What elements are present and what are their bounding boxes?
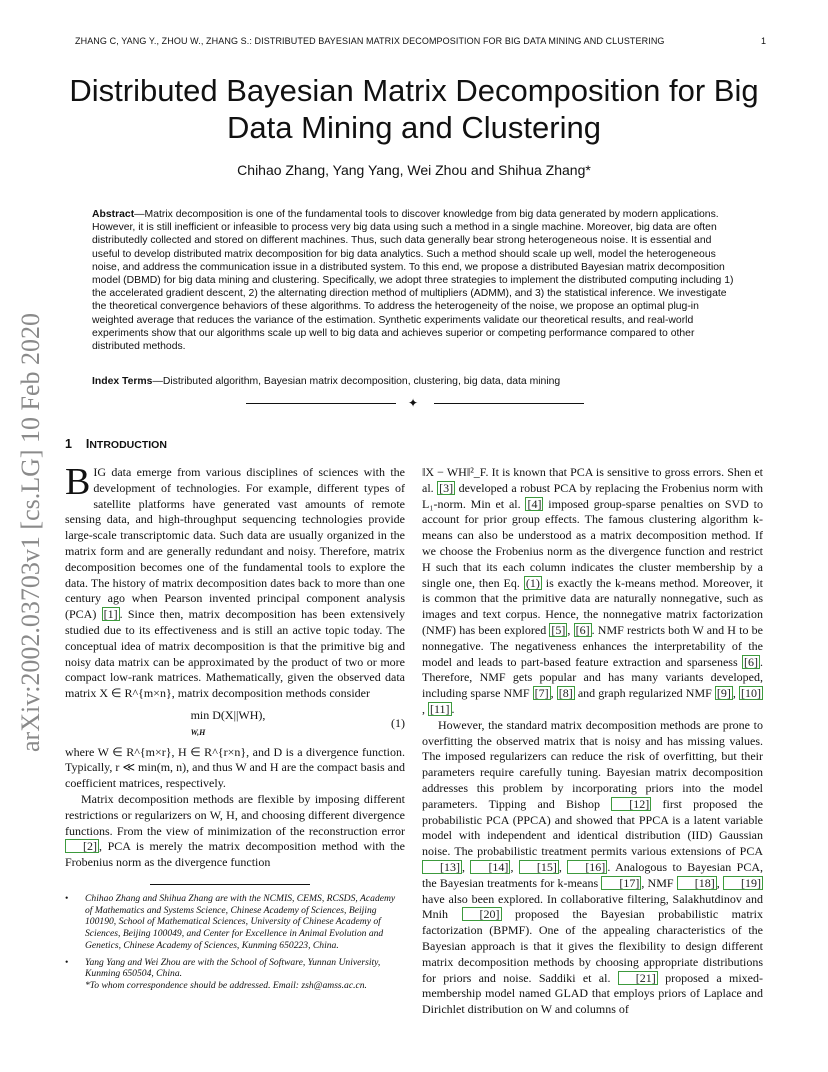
footnotes bbox=[65, 893, 405, 997]
citation-link[interactable]: [7] bbox=[534, 686, 549, 701]
section-heading bbox=[65, 437, 167, 451]
section-title-initial: I bbox=[85, 437, 90, 451]
footnote-rule bbox=[150, 884, 310, 885]
text-run: Matrix decomposition methods are flexible by imposing different restrictions or regularizers on W, H, and choosing different divergence functions. From the view of minimization of the reconstruction error bbox=[65, 791, 405, 838]
footnote-item bbox=[65, 893, 405, 952]
divider-diamond-icon: ✦ bbox=[408, 396, 419, 410]
divider-rule-left bbox=[246, 403, 396, 404]
footnote-text bbox=[85, 957, 405, 992]
paper-title: Distributed Bayesian Matrix Decomposition for Big Data Mining and Clustering bbox=[69, 73, 759, 145]
paragraph-bayesian: However, the standard matrix decomposition methods are prone to overfitting the observed matrix that is noisy and has missing values. The imposed regularizers can reduce the risk of overfitting, but their parameters require carefully tuning. Bayesian matrix decomposition addresses this problem by incorporating priors into the model parameters. Tipping and Bishop [12] first proposed the probabilistic PCA (PPCA) and showed that PPCA is a latent variable model with independent and identical distribution (IID) Gaussian noise. The probabilistic treatment permits various extensions of PCA [13] , [14] , [15] , [16] . Analogous to Bayesian PCA, the Bayesian treatments for k-means [17] , NMF [18] , [19] have also been explored. In collaborative filtering, Salakhutdinov and Mnih [20] proposed the Bayesian probabilistic matrix factorization (BPMF). One of the appealing characteristics of the Bayesian approach is that it gives the flexibility to design different matrix decomposition methods by choosing appropriate distributions for priors and noise. Saddiki et al. [21] proposed a mixed-membership model named GLAD that employs priors of Laplace and Dirichlet distribution on W and columns of bbox=[422, 717, 764, 1017]
citation-link[interactable]: [18] bbox=[677, 876, 717, 890]
text-run: . Analogous to Bayesian PCA, the Bayesian treatments for k-means bbox=[422, 859, 764, 890]
text-run: is exactly the k-means method. Moreover, it is common that the primitive data are naturally nonnegative, such as images and text corpus. Hence, the nonnegative matrix factorization (NMF) has been explored bbox=[422, 575, 763, 637]
citation-link[interactable]: [1] bbox=[103, 607, 118, 622]
text-run: have also been explored. In collaborative filtering, Salakhutdinov and Mnih bbox=[422, 891, 763, 922]
citation-link[interactable]: [17] bbox=[601, 876, 641, 890]
footnote-text: Chihao Zhang and Shihua Zhang are with the NCMIS, CEMS, RCSDS, Academy of Mathematics and Systems Science, Chinese Academy of Sciences, Beijing 100190, School of Mathematical Sciences, University of Chinese Academy of Sciences, Beijing 100049, and Center for Excellence in Animal Evolution and Genetics, Chinese Academy of Sciences, Kunming 650223, China. bbox=[85, 893, 396, 951]
citation-link[interactable]: [4] bbox=[527, 496, 542, 511]
text-run: proposed a mixed-membership model named GLAD that employs priors of Laplace and Dirichlet distribution on W and columns of bbox=[422, 970, 763, 1017]
text-run: , PCA is merely the matrix decomposition method with the Frobenius norm as the divergence function bbox=[65, 839, 405, 870]
paragraph-flexible bbox=[65, 792, 405, 871]
equation-subscript: W,H bbox=[190, 727, 206, 737]
equation-number: (1) bbox=[391, 716, 405, 731]
equation-link[interactable]: (1) bbox=[525, 575, 540, 590]
abstract-text: —Matrix decomposition is one of the fundamental tools to discover knowledge from big data generated by modern applications. However, it is still inefficient or infeasible to process very big data using such a method in a single machine. Moreover, big data are often distributedly collected and stored on different machines. Thus, such data generally bear strong heterogeneous noise. It is essential and useful to develop distributed matrix decomposition for big data analytics. Such a method should scale up well, model the heterogeneous noise, and address the communication issue in a distributed system. To this end, we propose a distributed Bayesian matrix decomposition model (DBMD) for big data mining and clustering. Specifically, we adopt three strategies to implement the distributed computing including 1) the accelerated gradient descent, 2) the alternating direction method of multipliers (ADMM), and 3) the statistical inference. We investigate the theoretical convergence behaviors of these algorithms. To address the heterogeneity of the noise, we propose an optimal plug-in weighted average that reduces the variance of the estimation. Synthetic experiments validate our theoretical results, and real-world experiments show that our algorithms scale up well to big data and achieves superior or competing performance compared to other distributed methods. bbox=[92, 209, 734, 353]
page-number: 1 bbox=[760, 36, 766, 46]
citation-link[interactable]: [20] bbox=[462, 907, 502, 921]
citation-link[interactable]: [3] bbox=[439, 480, 454, 495]
text-run: IG data emerge from various disciplines of sciences with the development of technologies. For example, different types of satellite platforms have generated vast amounts of remote sensing data, and high-throughput sequencing technologies provide large-scale transcriptomic data. Such data are usually organized in the matrix form and are generally redundant and noisy. Therefore, matrix decomposition becomes one of the fundamental tools to explore the data. The history of matrix decomposition dates back to more than one century ago when Pearson invented principal component analysis (PCA) bbox=[65, 465, 405, 622]
divider-rule-right bbox=[434, 403, 584, 404]
text-run: first proposed the probabilistic PCA (PPCA) and showed that PPCA is a latent variable model with independent and identical distribution (IID) Gaussian noise. The probabilistic treatment permits various extensions of PCA bbox=[422, 796, 764, 859]
index-terms bbox=[92, 376, 737, 387]
citation-link[interactable]: [8] bbox=[558, 686, 573, 701]
paragraph-intro bbox=[65, 461, 405, 702]
text-run: However, the standard matrix decomposition methods are prone to overfitting the observed matrix that is noisy and has missing values. The imposed regularizers can reduce the risk of overfitting, but their parameters require carefully tuning. Bayesian matrix decomposition addresses this problem by incorporating priors into the model parameters. Tipping and Bishop bbox=[422, 717, 763, 811]
text-run: imposed group-sparse penalties on SVD to account for prior group effects. The famous clustering algorithm k-means can also be understood as a matrix decomposition method. If we choose the Frobenius norm as the divergence function and restrict H such that its each column indicates the cluster membership by a single one, then Eq. bbox=[422, 496, 764, 590]
citation-link[interactable]: [14] bbox=[470, 860, 510, 874]
paragraph-continued: ‖X − WH‖²_F. It is known that PCA is sensitive to gross errors. Shen et al. [3] developed a robust PCA by replacing the Frobenius norm with L₁-norm. Min et al. [4] imposed group-sparse penalties on SVD to account for prior group effects. The famous clustering algorithm k-means can also be understood as a matrix decomposition method. If we choose the Frobenius norm as the divergence function and restrict H such that its each column indicates the cluster membership by a single one, then Eq. (1) is exactly the k-means method. Moreover, it is common that the primitive data are naturally nonnegative, such as images and text corpus. Hence, the nonnegative matrix factorization (NMF) has been explored [5] , [6] . NMF restricts both W and H to be nonnegative. The negativeness enhances the interpretability of the model and leads to part-based feature extraction and sparseness [6] . Therefore, NMF gets popular and has many variants developed, including sparse NMF [7] , [8] and graph regularized NMF [9] , [10], [11] . bbox=[422, 465, 764, 716]
text-run: , NMF bbox=[641, 875, 677, 890]
citation-link[interactable]: [19] bbox=[723, 876, 763, 890]
right-column bbox=[422, 465, 763, 1018]
citation-link[interactable]: [21] bbox=[618, 971, 658, 985]
text-run: . Since then, matrix decomposition has been extensively studied due to its effectiveness and is still an active topic today. The conceptual idea of matrix decomposition is that the primitive big and noisy data matrix can be approximated by the product of two or more compact low-rank matrices. Mathematically, given the observed data matrix X ∈ R^{m×n}, matrix decomposition methods consider bbox=[65, 607, 405, 701]
citation-link[interactable]: [6] bbox=[575, 622, 590, 637]
text-run: proposed the Bayesian probabilistic matrix factorization (BPMF). One of the appealing characteristics of the Bayesian approach is that it gives the flexibility to design different matrix decomposition methods by choosing appropriate distributions for priors and noise. Saddiki et al. bbox=[422, 907, 763, 985]
equation-body: min D(X||WH), bbox=[190, 707, 266, 722]
bullet-icon: • bbox=[65, 956, 69, 968]
running-header: ZHANG C, YANG Y., ZHOU W., ZHANG S.: DISTRIBUTED BAYESIAN MATRIX DECOMPOSITION FOR BIG DATA MINING AND CLUSTERING bbox=[75, 36, 665, 46]
arxiv-identifier-stamp[interactable]: arXiv:2002.03703v1 [cs.LG] 10 Feb 2020 bbox=[16, 312, 45, 752]
text-run: . NMF restricts both W and H to be nonnegative. The negativeness enhances the interpretability of the model and leads to part-based feature extraction and sparseness bbox=[422, 622, 764, 669]
abstract bbox=[92, 208, 737, 353]
citation-link[interactable]: [15] bbox=[519, 860, 559, 874]
section-divider bbox=[246, 396, 584, 410]
abstract-label: Abstract bbox=[92, 209, 135, 220]
paragraph-definitions: where W ∈ R^{m×r}, H ∈ R^{r×n}, and D is a divergence function. Typically, r ≪ min(m, n), and thus W and H are the compact basis and coefficient matrices, respectively. bbox=[65, 744, 405, 791]
citation-link[interactable]: [6] bbox=[744, 654, 758, 669]
citation-link[interactable]: [2] bbox=[65, 839, 99, 853]
footnote-correspondence[interactable]: *To whom correspondence should be addressed. Email: zsh@amss.ac.cn. bbox=[85, 979, 367, 991]
text-run: . Therefore, NMF gets popular and has many variants developed, including sparse NMF bbox=[422, 654, 763, 701]
bullet-icon: • bbox=[65, 893, 69, 904]
index-terms-label: Index Terms bbox=[92, 376, 153, 387]
citation-link[interactable]: [12] bbox=[611, 797, 651, 811]
section-number: 1 bbox=[65, 437, 72, 451]
section-title-rest: NTRODUCTION bbox=[89, 439, 167, 451]
equation-expression bbox=[65, 708, 391, 741]
citation-link[interactable]: [11] bbox=[430, 701, 450, 716]
text-run: ‖X − WH‖²_F. It is known that PCA is sensitive to gross errors. Shen et al. bbox=[422, 465, 763, 495]
citation-link[interactable]: [10] bbox=[741, 686, 762, 701]
text-run: developed a robust PCA by replacing the Frobenius norm with L₁-norm. Min et al. bbox=[422, 480, 763, 511]
left-column bbox=[65, 461, 405, 871]
citation-link[interactable]: [16] bbox=[567, 860, 607, 874]
footnote-item bbox=[65, 957, 405, 992]
footnote-affiliation: Yang Yang and Wei Zhou are with the School of Software, Yunnan University, Kunming 650504, China. bbox=[85, 956, 381, 980]
author-list: Chihao Zhang, Yang Yang, Wei Zhou and Shihua Zhang* bbox=[237, 162, 591, 178]
index-terms-text: —Distributed algorithm, Bayesian matrix decomposition, clustering, big data, data mining bbox=[152, 376, 561, 387]
citation-link[interactable]: [9] bbox=[716, 686, 731, 701]
citation-link[interactable]: [13] bbox=[422, 860, 462, 874]
dropcap: B bbox=[65, 461, 91, 503]
citation-link[interactable]: [5] bbox=[551, 622, 566, 637]
equation-1 bbox=[65, 708, 405, 741]
text-run: and graph regularized NMF bbox=[574, 686, 715, 701]
